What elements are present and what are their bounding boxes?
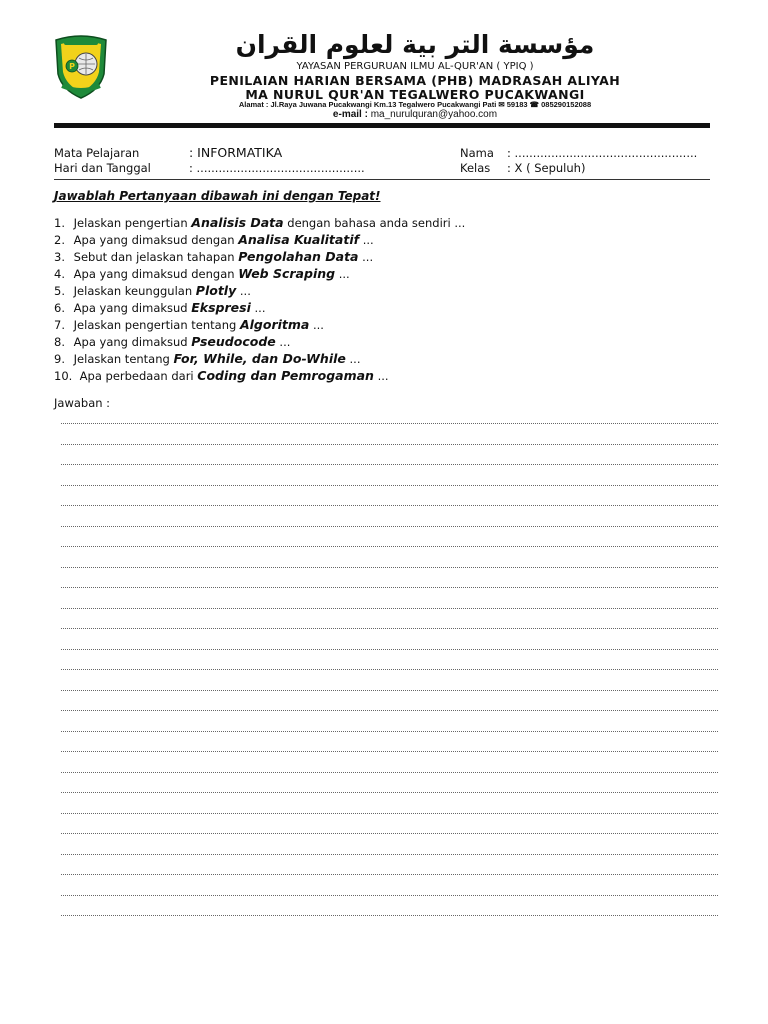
question-item bbox=[54, 351, 361, 366]
question-number: 4. bbox=[54, 267, 65, 281]
date-label: Hari dan Tanggal bbox=[54, 161, 151, 175]
name-value: : .................................................. bbox=[507, 146, 698, 160]
assessment-title: PENILAIAN HARIAN BERSAMA (PHB) MADRASAH ALIYAH bbox=[209, 73, 621, 88]
answer-line[interactable] bbox=[61, 444, 718, 445]
answer-line[interactable] bbox=[61, 731, 718, 732]
question-ellipsis: ... bbox=[345, 352, 361, 366]
answer-line[interactable] bbox=[61, 505, 718, 506]
question-text: Apa yang dimaksud dengan bbox=[73, 233, 239, 247]
instruction: Jawablah Pertanyaan dibawah ini dengan Tepat! bbox=[54, 189, 381, 203]
question-ellipsis: ... bbox=[358, 250, 374, 264]
subject-label: Mata Pelajaran bbox=[54, 146, 140, 160]
answer-line[interactable] bbox=[61, 649, 718, 650]
answer-line[interactable] bbox=[61, 710, 718, 711]
question-number: 7. bbox=[54, 318, 65, 332]
question-item bbox=[54, 283, 251, 298]
answer-line[interactable] bbox=[61, 895, 718, 896]
question-number: 10. bbox=[54, 369, 73, 383]
question-number: 2. bbox=[54, 233, 65, 247]
school-name: MA NURUL QUR'AN TEGALWERO PUCAKWANGI bbox=[245, 87, 585, 102]
info-divider bbox=[54, 179, 710, 180]
question-item bbox=[54, 232, 374, 247]
answer-label: Jawaban : bbox=[54, 396, 111, 410]
answer-line[interactable] bbox=[61, 690, 718, 691]
question-item bbox=[54, 215, 465, 230]
question-ellipsis: ... bbox=[275, 335, 291, 349]
school-email bbox=[140, 109, 690, 120]
school-logo bbox=[52, 34, 110, 100]
svg-text:P: P bbox=[69, 62, 75, 71]
school-address: Alamat : Jl.Raya Juwana Pucakwangi Km.13 Tegalwero Pucakwangi Pati ✉ 59183 ☎ 085290152088 bbox=[238, 100, 592, 109]
email-label: e-mail : bbox=[332, 109, 368, 120]
question-term: Algoritma bbox=[239, 317, 310, 332]
answer-line[interactable] bbox=[61, 567, 718, 568]
question-number: 5. bbox=[54, 284, 65, 298]
question-term: Analisis Data bbox=[191, 215, 284, 230]
answer-line[interactable] bbox=[61, 833, 718, 834]
question-item bbox=[54, 300, 266, 315]
question-ellipsis: ... bbox=[309, 318, 324, 332]
arabic-title: مؤسسة التر بية لعلوم القران bbox=[235, 30, 595, 59]
question-term: Plotly bbox=[195, 283, 237, 298]
question-number: 6. bbox=[54, 301, 65, 315]
question-ellipsis: ... bbox=[373, 369, 389, 383]
class-label: Kelas bbox=[460, 161, 491, 175]
question-text: Sebut dan jelaskan tahapan bbox=[73, 250, 239, 264]
question-item bbox=[54, 266, 350, 281]
subject-value: : INFORMATIKA bbox=[189, 145, 283, 160]
question-term: Analisa Kualitatif bbox=[238, 232, 360, 247]
question-term: Ekspresi bbox=[191, 300, 251, 315]
question-text: Jelaskan keunggulan bbox=[73, 284, 196, 298]
class-value: : X ( Sepuluh) bbox=[507, 161, 586, 175]
question-text: Apa yang dimaksud bbox=[73, 301, 192, 315]
answer-line[interactable] bbox=[61, 792, 718, 793]
question-item bbox=[54, 317, 324, 332]
question-number: 1. bbox=[54, 216, 65, 230]
answer-line[interactable] bbox=[61, 669, 718, 670]
header-divider bbox=[54, 123, 710, 128]
question-text: Jelaskan pengertian tentang bbox=[73, 318, 240, 332]
answer-line[interactable] bbox=[61, 423, 718, 424]
question-ellipsis: ... bbox=[359, 233, 374, 247]
question-number: 3. bbox=[54, 250, 65, 264]
question-term: For, While, dan Do-While bbox=[173, 351, 346, 366]
email-address: ma_nurulquran@yahoo.com bbox=[370, 109, 498, 120]
question-number: 8. bbox=[54, 335, 65, 349]
question-item bbox=[54, 368, 389, 383]
question-text: Jelaskan pengertian bbox=[73, 216, 192, 230]
answer-line[interactable] bbox=[61, 813, 718, 814]
date-value: : .............................................. bbox=[189, 161, 365, 175]
question-text: Apa perbedaan dari bbox=[79, 369, 198, 383]
question-item bbox=[54, 334, 290, 349]
answer-line[interactable] bbox=[61, 546, 718, 547]
question-ellipsis: ... bbox=[335, 267, 350, 281]
answer-line[interactable] bbox=[61, 587, 718, 588]
answer-line[interactable] bbox=[61, 608, 718, 609]
answer-line[interactable] bbox=[61, 464, 718, 465]
answer-line[interactable] bbox=[61, 915, 718, 916]
question-ellipsis: ... bbox=[236, 284, 251, 298]
name-label: Nama bbox=[460, 146, 494, 160]
question-ellipsis: dengan bahasa anda sendiri ... bbox=[283, 216, 466, 230]
question-number: 9. bbox=[54, 352, 65, 366]
question-term: Coding dan Pemrogaman bbox=[197, 368, 374, 383]
question-term: Web Scraping bbox=[238, 266, 336, 281]
question-text: Apa yang dimaksud bbox=[73, 335, 192, 349]
answer-line[interactable] bbox=[61, 772, 718, 773]
answer-line[interactable] bbox=[61, 485, 718, 486]
answer-line[interactable] bbox=[61, 628, 718, 629]
foundation-name: YAYASAN PERGURUAN ILMU AL-QUR'AN ( YPIQ ) bbox=[296, 61, 534, 72]
question-text: Apa yang dimaksud dengan bbox=[73, 267, 239, 281]
answer-line[interactable] bbox=[61, 854, 718, 855]
answer-line[interactable] bbox=[61, 751, 718, 752]
question-term: Pengolahan Data bbox=[238, 249, 359, 264]
question-term: Pseudocode bbox=[191, 334, 276, 349]
answer-line[interactable] bbox=[61, 526, 718, 527]
answer-line[interactable] bbox=[61, 874, 718, 875]
question-ellipsis: ... bbox=[250, 301, 266, 315]
question-item bbox=[54, 249, 373, 264]
question-text: Jelaskan tentang bbox=[73, 352, 174, 366]
